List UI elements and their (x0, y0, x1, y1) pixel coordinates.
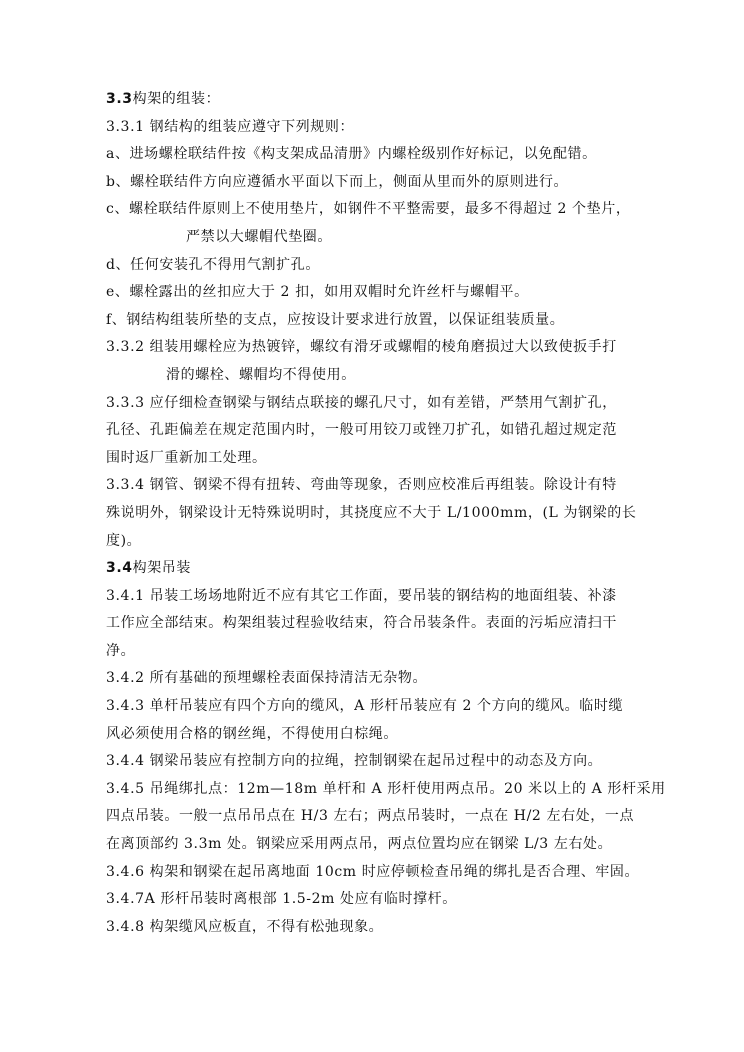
line-text: 构架吊装 (132, 560, 192, 577)
line-text: 严禁以大螺帽代垫圈。 (186, 228, 332, 245)
line-text: 3.4.1 吊装工场场地附近不应有其它工作面，要吊装的钢结构的地面组装、补漆 (106, 587, 617, 604)
line-text: 四点吊装。一般一点吊吊点在 H/3 左右；两点吊装时，一点在 H/2 左右处，一点 (106, 808, 635, 825)
line-text: 3.3.4 钢管、钢梁不得有扭转、弯曲等现象，否则应校准后再组装。除设计有特 (106, 477, 617, 494)
text-line (106, 583, 646, 611)
text-line (106, 390, 646, 418)
line-text: c、螺栓联结件原则上不使用垫片，如钢件不平整需要，最多不得超过 2 个垫片， (106, 201, 631, 218)
line-text: 3.4.5 吊绳绑扎点：12m—18m 单杆和 A 形杆使用两点吊。20 米以上的 A 形杆采用 (106, 780, 666, 797)
line-text: 工作应全部结束。构架组装过程验收结束，符合吊装条件。表面的污垢应清扫干 (106, 615, 617, 632)
section-number: 3.3 (106, 91, 133, 107)
text-line (106, 334, 646, 362)
line-text: 净。 (106, 642, 136, 659)
text-line (106, 141, 646, 169)
section-heading (106, 555, 646, 583)
line-text: 风必须使用合格的钢丝绳，不得使用白棕绳。 (106, 725, 398, 742)
text-line (106, 610, 646, 638)
text-line (106, 445, 646, 473)
text-line (106, 886, 646, 914)
text-line (106, 362, 646, 390)
text-line (106, 252, 646, 280)
line-text: 围时返厂重新加工处理。 (106, 449, 267, 466)
line-text: 殊说明外，钢梁设计无特殊说明时，其挠度应不大于 L/1000mm，(L 为钢梁的长 (106, 504, 637, 521)
section-heading (106, 86, 646, 114)
text-line (106, 831, 646, 859)
text-line (106, 914, 646, 942)
text-line (106, 803, 646, 831)
line-text: 3.3.3 应仔细检查钢梁与钢结点联接的螺孔尺寸，如有差错，严禁用气割扩孔， (106, 394, 617, 411)
line-text: f、钢结构组装所垫的支点，应按设计要求进行放置，以保证组装质量。 (106, 311, 565, 328)
line-text: 3.4.6 构架和钢梁在起吊离地面 10cm 时应停顿检查吊绳的绑扎是否合理、牢固。 (106, 863, 640, 880)
line-text: 滑的螺栓、螺帽均不得使用。 (166, 366, 356, 383)
text-line (106, 748, 646, 776)
line-text: d、任何安装孔不得用气割扩孔。 (106, 256, 320, 273)
text-line (106, 279, 646, 307)
line-text: 在离顶部约 3.3m 处。钢梁应采用两点吊，两点位置均应在钢梁 L/3 左右处。 (106, 836, 613, 853)
line-text: 度)。 (106, 532, 142, 549)
line-text: 3.4.2 所有基础的预埋螺栓表面保持清洁无杂物。 (106, 670, 428, 687)
text-line (106, 114, 646, 142)
line-text: 构架的组装： (132, 91, 221, 107)
line-text: 3.3.1 钢结构的组装应遵守下列规则： (106, 118, 355, 135)
text-line (106, 224, 646, 252)
line-text: 3.3.2 组装用螺栓应为热镀锌，螺纹有滑牙或螺帽的棱角磨损过大以致使扳手打 (106, 339, 617, 356)
line-text: 3.4.3 单杆吊装应有四个方向的缆风，A 形杆吊装应有 2 个方向的缆风。临时缆 (106, 698, 624, 715)
line-text: 孔径、孔距偏差在规定范围内时，一般可用铰刀或锉刀扩孔，如错孔超过规定范 (106, 422, 617, 439)
text-line (106, 859, 646, 887)
line-text: b、螺栓联结件方向应遵循水平面以下而上，侧面从里而外的原则进行。 (106, 173, 569, 190)
text-line (106, 638, 646, 666)
text-line (106, 307, 646, 335)
text-line (106, 472, 646, 500)
text-line (106, 169, 646, 197)
line-text: 3.4.8 构架缆风应板直，不得有松弛现象。 (106, 918, 384, 935)
text-line (106, 665, 646, 693)
text-line (106, 417, 646, 445)
text-line (106, 196, 646, 224)
text-line (106, 500, 646, 528)
line-text: 3.4.4 钢梁吊装应有控制方向的拉绳，控制钢梁在起吊过程中的动态及方向。 (106, 753, 603, 770)
line-text: 3.4.7A 形杆吊装时离根部 1.5-2m 处应有临时撑杆。 (106, 891, 457, 908)
text-line (106, 693, 646, 721)
text-line (106, 528, 646, 556)
text-line (106, 721, 646, 749)
text-line (106, 776, 666, 804)
section-number: 3.4 (106, 560, 133, 577)
line-text: a、进场螺栓联结件按《构支架成品清册》内螺栓级别作好标记，以免配错。 (106, 146, 597, 163)
line-text: e、螺栓露出的丝扣应大于 2 扣，如用双帽时允许丝杆与螺帽平。 (106, 284, 529, 301)
document-body (106, 86, 666, 941)
